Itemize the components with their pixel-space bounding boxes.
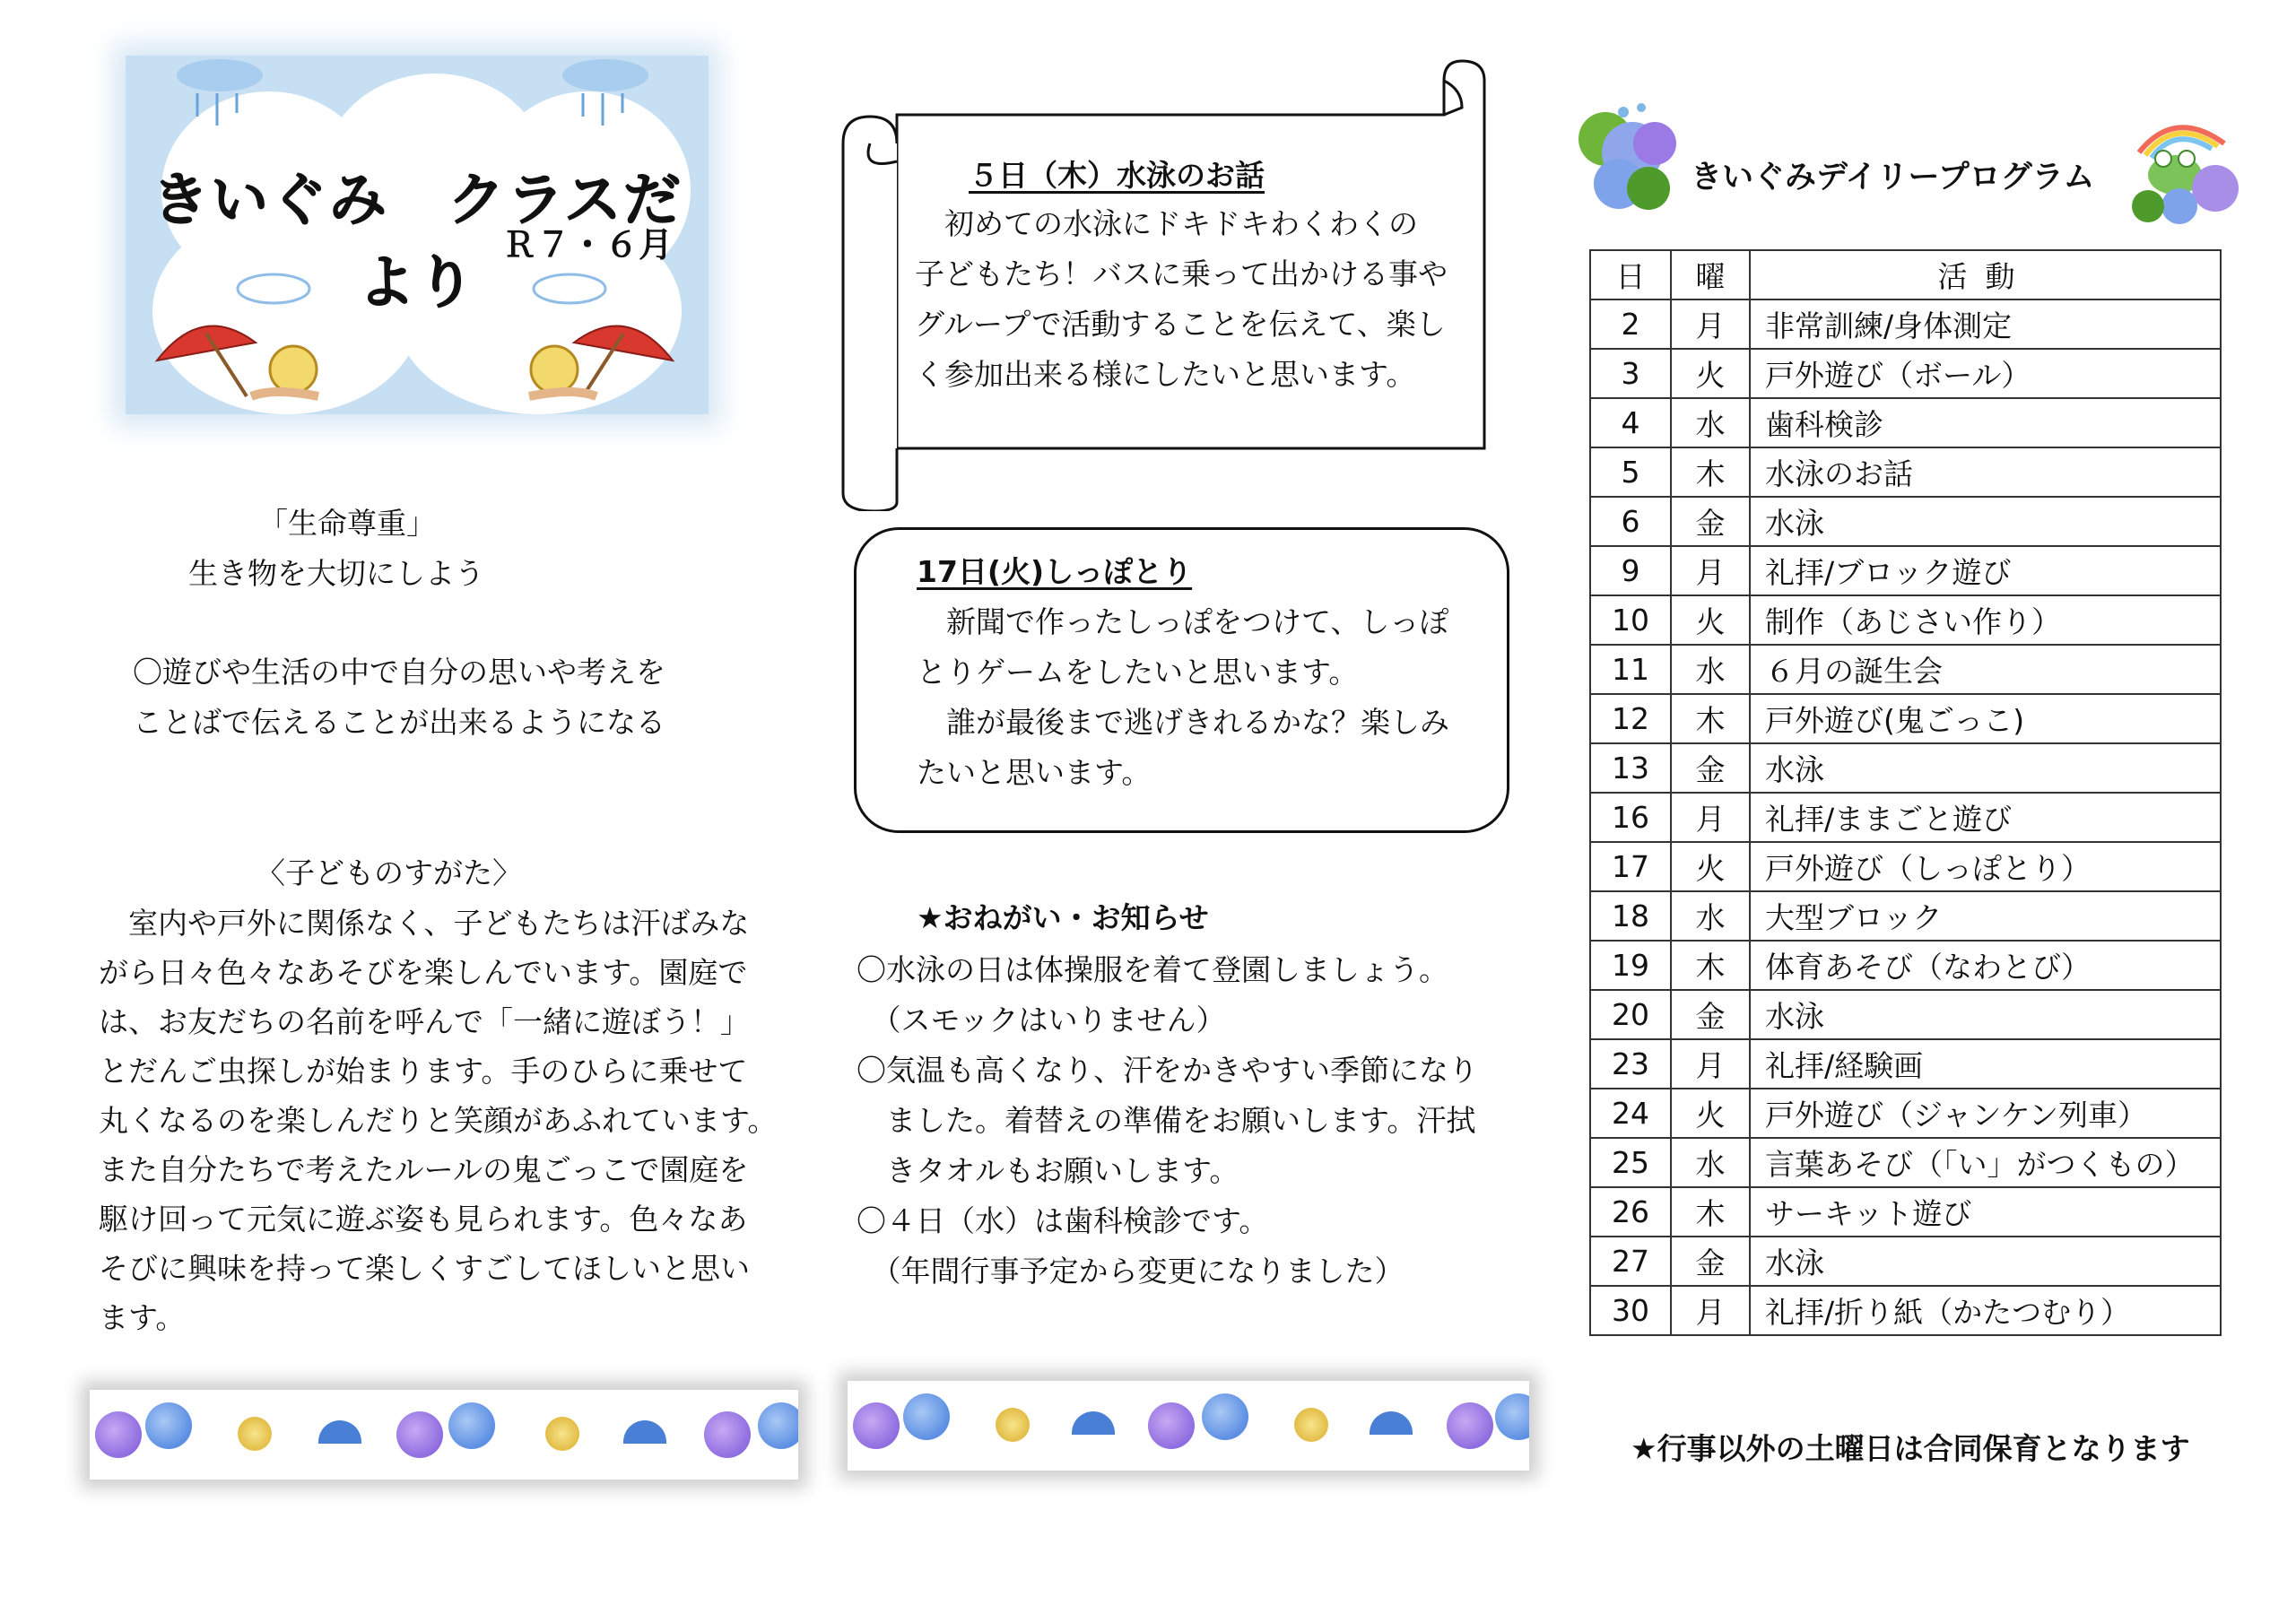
hydrangea-icon — [1447, 1402, 1493, 1449]
goal-subtitle: 生き物を大切にしよう — [188, 556, 484, 591]
cell-activity: 水泳 — [1750, 497, 2221, 546]
cell-activity: 大型ブロック — [1750, 891, 2221, 941]
cell-day: 23 — [1590, 1039, 1671, 1089]
cell-activity: 戸外遊び（ボール） — [1750, 349, 2221, 398]
program-title: きいぐみデイリープログラム — [1691, 160, 2095, 195]
hydrangea-icon — [1495, 1393, 1529, 1440]
table-row — [1590, 398, 2221, 447]
cell-activity: 歯科検診 — [1750, 398, 2221, 447]
cell-day: 30 — [1590, 1286, 1671, 1335]
notice-body: 〇水泳の日は体操服を着て登園しましょう。 （スモックはいりません） 〇気温も高くなり、汗をかきやすい季節になり ました。着替えの準備をお願いします。汗拭 きタオルもお願いします。 〇４日（水）は歯科検診です。 （年間行事予定から変更になりました） — [857, 952, 1478, 1289]
cell-activity: 戸外遊び（しっぽとり） — [1750, 842, 2221, 891]
rain-cloud-icon — [170, 56, 269, 136]
cell-weekday: 月 — [1671, 793, 1750, 842]
cell-day: 12 — [1590, 694, 1671, 743]
cell-weekday: 月 — [1671, 1286, 1750, 1335]
cell-day: 17 — [1590, 842, 1671, 891]
table-row — [1590, 694, 2221, 743]
cell-weekday: 木 — [1671, 447, 1750, 497]
page-title: きいぐみ クラスだより — [151, 168, 683, 317]
hydrangea-icon — [853, 1402, 900, 1449]
cell-weekday: 水 — [1671, 891, 1750, 941]
goal-title: 「生命尊重」 — [258, 506, 436, 541]
cell-weekday: 木 — [1671, 694, 1750, 743]
cell-activity: 水泳 — [1750, 743, 2221, 793]
tail-title: 17日(火)しっぽとり — [917, 554, 1193, 589]
cell-activity: 礼拝/ブロック遊び — [1750, 546, 2221, 595]
cell-day: 24 — [1590, 1089, 1671, 1138]
footer-note: ★行事以外の土曜日は合同保育となります — [1631, 1431, 2190, 1466]
decoration-strip — [848, 1381, 1529, 1471]
snail-icon — [1294, 1408, 1328, 1442]
table-row — [1590, 299, 2221, 349]
table-row — [1590, 595, 2221, 645]
cell-activity: 制作（あじさい作り） — [1750, 595, 2221, 645]
cell-activity: 戸外遊び(鬼ごっこ) — [1750, 694, 2221, 743]
column-header-activity: 活動 — [1750, 250, 2221, 299]
table-row — [1590, 349, 2221, 398]
cell-day: 9 — [1590, 546, 1671, 595]
hydrangea-icon — [145, 1402, 192, 1449]
cell-activity: 言葉あそび（「い」がつくもの） — [1750, 1138, 2221, 1187]
cell-weekday: 木 — [1671, 941, 1750, 990]
table-row — [1590, 793, 2221, 842]
header-card — [126, 56, 709, 414]
umbrella-icon — [1072, 1411, 1115, 1435]
snail-icon — [996, 1408, 1030, 1442]
swim-body: 初めての水泳にドキドキわくわくの 子どもたち！バスに乗って出かける事や グループで活動することを伝えて、楽し く参加出来る様にしたいと思います。 — [915, 206, 1448, 392]
cell-weekday: 水 — [1671, 645, 1750, 694]
table-row — [1590, 1089, 2221, 1138]
table-row — [1590, 645, 2221, 694]
cell-activity: 戸外遊び（ジャンケン列車） — [1750, 1089, 2221, 1138]
cell-day: 11 — [1590, 645, 1671, 694]
cell-day: 4 — [1590, 398, 1671, 447]
cell-weekday: 水 — [1671, 1138, 1750, 1187]
column-header-weekday: 曜 — [1671, 250, 1750, 299]
goal-body: 〇遊びや生活の中で自分の思いや考えを ことばで伝えることが出来るようになる — [133, 655, 665, 740]
cell-activity: ６月の誕生会 — [1750, 645, 2221, 694]
snail-icon — [520, 334, 601, 405]
table-row — [1590, 1286, 2221, 1335]
cell-weekday: 金 — [1671, 990, 1750, 1039]
umbrella-icon — [623, 1420, 666, 1444]
swim-title: ５日（木）水泳のお話 — [969, 158, 1265, 193]
hydrangea-icon — [1202, 1393, 1248, 1440]
table-row — [1590, 1039, 2221, 1089]
table-row — [1590, 941, 2221, 990]
table-row — [1590, 497, 2221, 546]
hydrangea-icon — [1148, 1402, 1195, 1449]
kodomo-title: 〈子どものすがた〉 — [256, 855, 522, 890]
cell-day: 3 — [1590, 349, 1671, 398]
snail-icon — [247, 334, 327, 405]
hydrangea-icon — [704, 1411, 751, 1458]
cell-activity: 水泳 — [1750, 990, 2221, 1039]
table-row — [1590, 990, 2221, 1039]
column-header-day: 日 — [1590, 250, 1671, 299]
cell-weekday: 水 — [1671, 398, 1750, 447]
cell-weekday: 月 — [1671, 1039, 1750, 1089]
frog-icon — [2126, 103, 2251, 229]
table-row — [1590, 842, 2221, 891]
cell-day: 16 — [1590, 793, 1671, 842]
table-row — [1590, 1187, 2221, 1237]
program-table-body — [1590, 299, 2221, 1335]
cell-activity: 体育あそび（なわとび） — [1750, 941, 2221, 990]
cell-weekday: 金 — [1671, 1237, 1750, 1286]
table-row — [1590, 546, 2221, 595]
table-row — [1590, 743, 2221, 793]
cell-day: 20 — [1590, 990, 1671, 1039]
cell-weekday: 月 — [1671, 546, 1750, 595]
cell-weekday: 金 — [1671, 497, 1750, 546]
snail-icon — [238, 1417, 272, 1451]
cell-day: 19 — [1590, 941, 1671, 990]
table-row — [1590, 1138, 2221, 1187]
umbrella-icon — [318, 1420, 361, 1444]
cell-activity: 礼拝/ままごと遊び — [1750, 793, 2221, 842]
cell-day: 26 — [1590, 1187, 1671, 1237]
cell-activity: 非常訓練/身体測定 — [1750, 299, 2221, 349]
cell-day: 5 — [1590, 447, 1671, 497]
kodomo-body: 室内や戸外に関係なく、子どもたちは汗ばみな がら日々色々なあそびを楽しんでいます。園庭で は、お友だちの名前を呼んで「一緒に遊ぼう！」 とだんご虫探しが始まります。手のひらに乗せて 丸くなるのを楽しんだりと笑顔があふれています。 また自分たちで考えたルールの鬼ごっこで園庭を 駆け回って元気に遊ぶ姿も見られます。色々なあ そびに興味を持って楽しくすごしてほしいと思い ます。 — [99, 906, 778, 1335]
cell-activity: 水泳のお話 — [1750, 447, 2221, 497]
cell-day: 18 — [1590, 891, 1671, 941]
table-row — [1590, 891, 2221, 941]
cell-weekday: 火 — [1671, 842, 1750, 891]
cell-weekday: 火 — [1671, 595, 1750, 645]
hydrangea-icon — [396, 1411, 443, 1458]
cell-day: 6 — [1590, 497, 1671, 546]
hydrangea-icon — [903, 1393, 950, 1440]
cell-weekday: 月 — [1671, 299, 1750, 349]
cell-weekday: 火 — [1671, 349, 1750, 398]
tail-body: 新聞で作ったしっぽをつけて、しっぽ とりゲームをしたいと思います。 誰が最後まで逃げきれるかな？楽しみ たいと思います。 — [917, 604, 1449, 790]
cell-weekday: 火 — [1671, 1089, 1750, 1138]
hydrangea-icon — [448, 1402, 495, 1449]
cell-activity: サーキット遊び — [1750, 1187, 2221, 1237]
rain-cloud-icon — [556, 56, 655, 136]
notice-title: ★おねがい・お知らせ — [917, 900, 1209, 935]
cell-day: 27 — [1590, 1237, 1671, 1286]
cell-day: 10 — [1590, 595, 1671, 645]
cell-activity: 礼拝/経験画 — [1750, 1039, 2221, 1089]
cell-day: 25 — [1590, 1138, 1671, 1187]
cell-activity: 礼拝/折り紙（かたつむり） — [1750, 1286, 2221, 1335]
table-row — [1590, 447, 2221, 497]
cell-day: 2 — [1590, 299, 1671, 349]
hydrangea-icon — [95, 1411, 142, 1458]
umbrella-icon — [1370, 1411, 1413, 1435]
issue-date: Ｒ７・６月 — [501, 225, 673, 265]
cell-activity: 水泳 — [1750, 1237, 2221, 1286]
cell-weekday: 木 — [1671, 1187, 1750, 1237]
hydrangea-icon — [758, 1402, 798, 1449]
table-header-row — [1590, 250, 2221, 299]
table-row — [1590, 1237, 2221, 1286]
program-table — [1589, 249, 2222, 1336]
decoration-strip — [90, 1390, 798, 1480]
hydrangea-icon — [1570, 99, 1695, 224]
cell-weekday: 金 — [1671, 743, 1750, 793]
snail-icon — [545, 1417, 579, 1451]
cell-day: 13 — [1590, 743, 1671, 793]
